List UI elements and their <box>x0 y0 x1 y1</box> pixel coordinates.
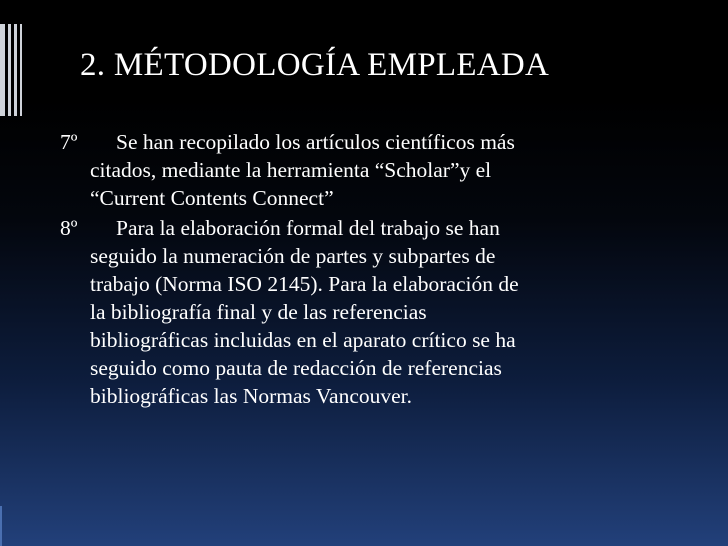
stripe <box>20 24 22 116</box>
item-text: Para la elaboración formal del trabajo se han <box>116 216 500 240</box>
item-text: seguido la numeración de partes y subpartes de <box>90 244 496 268</box>
list-item-7 <box>60 128 700 212</box>
stripe <box>0 24 5 116</box>
item-text: citados, mediante la herramienta “Scholar”y el <box>90 158 492 182</box>
list-item-first-line <box>60 128 700 156</box>
item-text: Se han recopilado los artículos científicos más <box>116 130 515 154</box>
decorative-rule <box>0 506 2 546</box>
list-item-first-line <box>60 214 700 242</box>
stripe <box>8 24 12 116</box>
item-text: trabajo (Norma ISO 2145). Para la elaboración de <box>90 272 519 296</box>
item-number: 7º <box>60 130 78 154</box>
item-number: 8º <box>60 216 78 240</box>
list-item-8 <box>60 214 700 410</box>
stripe <box>14 24 17 116</box>
decorative-stripes <box>0 24 22 116</box>
item-text: seguido como pauta de redacción de referencias <box>90 356 502 380</box>
item-text: la bibliografía final y de las referencias <box>90 300 427 324</box>
slide-body <box>60 128 700 412</box>
item-text: “Current Contents Connect” <box>90 186 334 210</box>
slide-title: 2. MÉTODOLOGÍA EMPLEADA <box>80 47 550 83</box>
item-text: bibliográficas las Normas Vancouver. <box>90 384 413 408</box>
item-text: bibliográficas incluidas en el aparato crítico se ha <box>90 328 516 352</box>
